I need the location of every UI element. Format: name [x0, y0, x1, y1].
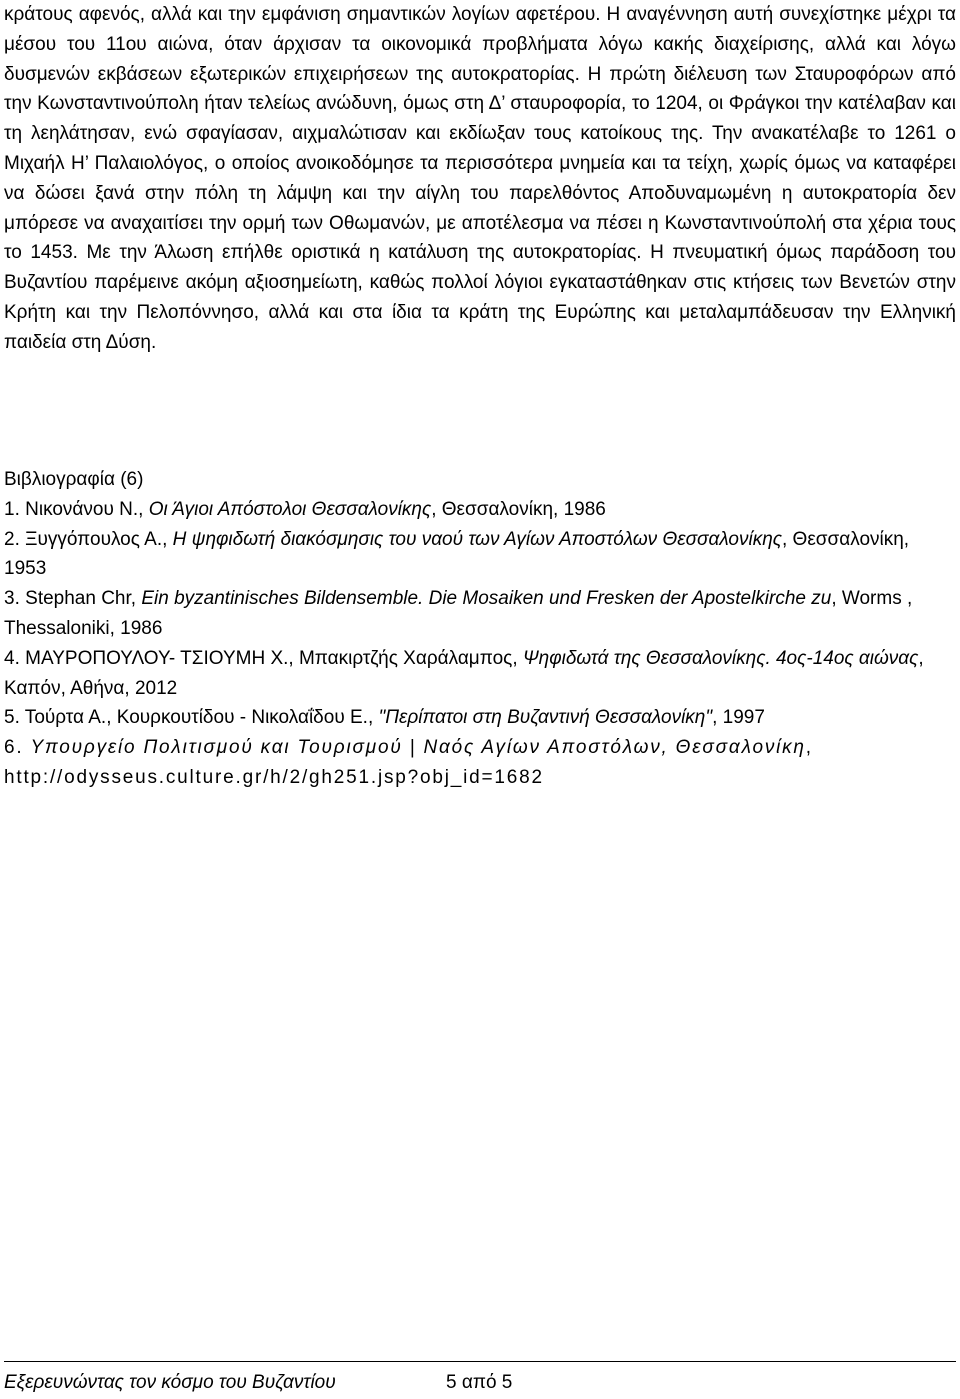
body-paragraph: κράτους αφενός, αλλά και την εμφάνιση σημαντικών λογίων αφετέρου. Η αναγέννηση αυτή συνεχίστηκε μέχρι τα μέσου του 11ου αιώνα, όταν άρχισαν τα οικονομικά προβλήματα λόγω κακής διαχείρισης, αλλά και λόγω δυσμενών εκβάσεων εξωτερικών επιχειρήσεων της αυτοκρατορίας. Η πρώτη διέλευση των Σταυροφόρων από την Κωνσταντινούπολη ήταν τελείως ανώδυνη, όμως στη Δ’ σταυροφορία, το 1204, οι Φράγκοι την κατέλαβαν και τη λεηλάτησαν, ενώ σφαγίασαν, αιχμαλώτισαν και εκδίωξαν τους κατοίκους της. Την ανακατέλαβε το 1261 ο Μιχαήλ Η’ Παλαιολόγος, ο οποίος ανοικοδόμησε τα περισσότερα μνημεία και τα τείχη, χωρίς όμως να καταφέρει να δώσει ξανά στην πόλη τη λάμψη και την αίγλη του παρελθόντος Αποδυναμωμένη η αυτοκρατορία δεν μπόρεσε να αναχαιτίσει την ορμή των Οθωμανών, με αποτέλεσμα να πέσει η Κωνσταντινούπολή στα χέρια τους το 1453. Με την Άλωση επήλθε οριστικά η κατάλυση της αυτοκρατορίας. Η πνευματική όμως παράδοση του Βυζαντίου παρέμεινε ακόμη αξιοσημείωτη, καθώς πολλοί λόγιοι εγκαταστάθηκαν στις κτήσεις των Βενετών στην Κρήτη και την Πελοπόννησο, αλλά και στα ίδια τα κράτη της Ευρώπης και μεταλαμπάδευσαν την Ελληνική παιδεία στη Δύση. — [4, 4, 956, 353]
bib-work-title: Οι Άγιοι Απόστολοι Θεσσαλονίκης — [148, 498, 432, 520]
bib-author: Ξυγγόπουλος Α. — [25, 528, 163, 550]
bib-work-title: Η ψηφιδωτή διακόσμησις του ναού των Αγίων Αποστόλων Θεσσαλονίκης — [172, 528, 782, 550]
bib-number: 3. — [4, 588, 20, 610]
bib-work-title: Ψηφιδωτά της Θεσσαλονίκης. 4ος-14ος αιώνας — [522, 647, 919, 669]
bib-publication: , Καπόν, Αθήνα, 2012 — [4, 647, 924, 699]
bib-separator: , — [130, 588, 142, 610]
bib-work-title: "Περίπατοι στη Βυζαντινή Θεσσαλονίκη" — [378, 707, 713, 729]
bib-separator: , — [162, 528, 173, 550]
bib-separator: , — [512, 647, 523, 669]
bib-publication: , Worms , Thessaloniki, 1986 — [4, 588, 913, 639]
bib-separator: , — [138, 498, 149, 520]
bib-publication: , 1997 — [712, 707, 765, 729]
bib-number: 6. — [4, 737, 24, 759]
bibliography-item — [4, 495, 956, 525]
bib-work-title: Υπουργείο Πολιτισμού και Τουρισμού | Ναός Αγίων Αποστόλων, Θεσσαλονίκη — [30, 737, 806, 759]
bibliography-item — [4, 584, 956, 644]
bibliography-item — [4, 703, 956, 733]
bib-link[interactable]: , http://odysseus.culture.gr/h/2/gh251.jsp?obj_id=1682 — [4, 737, 813, 788]
bib-author: ΜΑΥΡΟΠΟΥΛΟΥ- ΤΣΙΟΥΜΗ Χ., Μπακιρτζής Χαράλαμπος — [25, 647, 513, 669]
bib-author: Τούρτα Α., Κουρκουτίδου - Νικολαΐδου Ε. — [24, 707, 368, 729]
bibliography-item — [4, 733, 956, 793]
bib-author: Νικονάνου Ν. — [25, 498, 139, 520]
bib-number: 4. — [4, 647, 20, 669]
bibliography-item — [4, 644, 956, 704]
bib-number: 1. — [4, 498, 20, 520]
bib-separator: , — [367, 707, 379, 729]
page-footer — [4, 1361, 956, 1399]
bibliography-title: Βιβλιογραφία (6) — [4, 469, 144, 490]
bib-author: Stephan Chr — [25, 588, 131, 610]
bib-number: 2. — [4, 528, 20, 550]
footer-title: Εξερευνώντας τον κόσμο του Βυζαντίου — [4, 1372, 336, 1393]
bibliography-list — [4, 495, 956, 793]
bibliography-section — [4, 465, 956, 793]
bib-publication: , Θεσσαλονίκη, 1986 — [431, 498, 606, 520]
bib-number: 5. — [4, 707, 20, 729]
bibliography-item — [4, 525, 956, 585]
bib-work-title: Ein byzantinisches Bildensemble. Die Mosaiken und Fresken der Apostelkirche zu — [141, 588, 832, 610]
bib-publication: , Θεσσαλονίκη, 1953 — [4, 528, 910, 580]
page-number: 5 από 5 — [446, 1372, 513, 1393]
